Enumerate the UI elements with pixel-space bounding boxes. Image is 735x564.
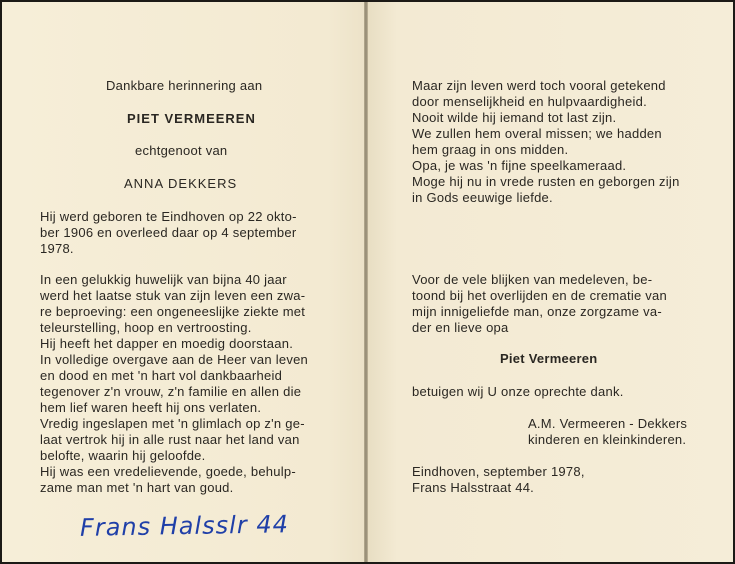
body-line: Vredig ingeslapen met 'n glimlach op z'n ge-	[40, 416, 305, 431]
signatory-line: kinderen en kleinkinderen.	[528, 432, 687, 447]
tribute-line: hem graag in ons midden.	[412, 142, 569, 157]
body-line: Hij heeft het dapper en moedig doorstaan.	[40, 336, 294, 351]
signatory-line: A.M. Vermeeren - Dekkers	[528, 416, 688, 431]
body-line: Hij was een vredelievende, goede, behulp-	[40, 464, 296, 479]
thanks-line: mijn innigeliefde man, onze zorgzame va-	[412, 304, 662, 319]
body-line: re beproeving: een ongeneeslijke ziekte met	[40, 304, 306, 319]
tribute-line: Moge hij nu in vrede rusten en geborgen zijn	[412, 174, 680, 189]
spouse-intro: echtgenoot van	[135, 143, 228, 158]
tribute-line: door menselijkheid en hulpvaardigheid.	[412, 94, 647, 109]
tribute-line: Opa, je was 'n fijne speelkameraad.	[412, 158, 627, 173]
body-line: en dood en met 'n hart vol dankbaarheid	[40, 368, 283, 383]
birth-line: ber 1906 en overleed daar op 4 september	[40, 225, 297, 240]
body-line: werd het laatse stuk van zijn leven een zwa-	[40, 288, 306, 303]
tribute-line: We zullen hem overal missen; we hadden	[412, 126, 662, 141]
body-line: teleurstelling, hoop en vertroosting.	[40, 320, 252, 335]
place-date: Eindhoven, september 1978,	[412, 464, 585, 479]
left-page	[2, 2, 364, 562]
dedication-header: Dankbare herinnering aan	[106, 78, 263, 93]
memorial-card	[2, 2, 733, 562]
address: Frans Halsstraat 44.	[412, 480, 535, 495]
body-line: belofte, waarin hij geloofde.	[40, 448, 206, 463]
body-line: hem lief waren heeft hij ons verlaten.	[40, 400, 262, 415]
body-line: laat vertrok hij in alle rust naar het land van	[40, 432, 300, 447]
body-line: In volledige overgave aan de Heer van leven	[40, 352, 309, 367]
body-line: zame man met 'n hart van goud.	[40, 480, 234, 495]
thanks-name: Piet Vermeeren	[500, 351, 598, 366]
thanks-line: der en lieve opa	[412, 320, 509, 335]
tribute-line: Maar zijn leven werd toch vooral getekend	[412, 78, 666, 93]
thanks-line: toond bij het overlijden en de crematie van	[412, 288, 668, 303]
handwritten-address-note: Frans Halsslr 44	[79, 510, 290, 542]
spouse-name: ANNA DEKKERS	[124, 176, 238, 191]
birth-line: 1978.	[40, 241, 74, 256]
tribute-line: in Gods eeuwige liefde.	[412, 190, 553, 205]
thanks-line: Voor de vele blijken van medeleven, be-	[412, 272, 653, 287]
tribute-line: Nooit wilde hij iemand tot last zijn.	[412, 110, 617, 125]
right-page	[368, 2, 733, 562]
body-line: tegenover z'n vrouw, z'n familie en allen die	[40, 384, 302, 399]
thanks-close: betuigen wij U onze oprechte dank.	[412, 384, 624, 399]
body-line: In een gelukkig huwelijk van bijna 40 jaar	[40, 272, 287, 287]
birth-line: Hij werd geboren te Eindhoven op 22 okto-	[40, 209, 297, 224]
deceased-name: PIET VERMEEREN	[127, 111, 256, 126]
